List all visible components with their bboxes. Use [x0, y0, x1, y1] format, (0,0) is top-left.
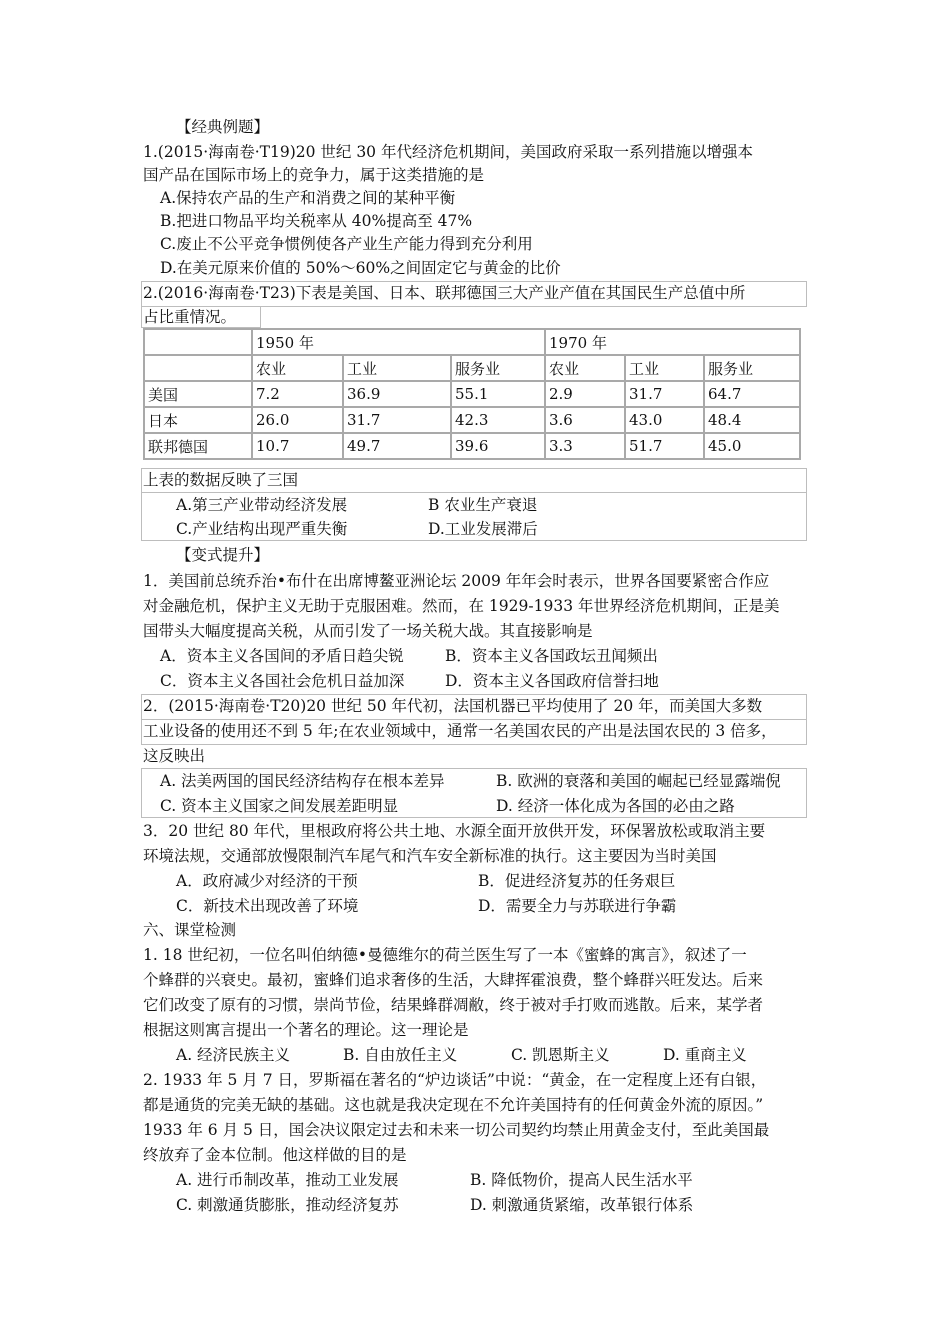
option-d: D.工业发展滞后: [428, 520, 538, 538]
table-cell: 43.0: [625, 407, 704, 433]
table-cell: 39.6: [451, 433, 545, 459]
option-b: B. 欧洲的衰落和美国的崛起已经显露端倪: [496, 772, 781, 790]
option-c: C.废止不公平竞争惯例使各产业生产能力得到充分利用: [160, 235, 533, 253]
option-c: C. 凯恩斯主义: [511, 1046, 610, 1064]
option-d: D. 经济一体化成为各国的必由之路: [496, 797, 735, 815]
question-stem: 这反映出: [143, 747, 206, 765]
column-header: 服务业: [451, 355, 545, 381]
table-cell: [144, 329, 252, 355]
column-header: 工业: [343, 355, 451, 381]
column-header: 农业: [545, 355, 625, 381]
question-stem: 3．20 世纪 80 年代，里根政府将公共土地、水源全面开放供开发，环保署放松或取消主要: [143, 822, 766, 840]
option-c: C．新技术出现改善了环境: [176, 897, 359, 915]
question-stem: 工业设备的使用还不到 5 年;在农业领域中，通常一名美国农民的产出是法国农民的 3 倍多，: [143, 722, 777, 740]
column-header: 工业: [625, 355, 704, 381]
option-d: D.在美元原来价值的 50%～60%之间固定它与黄金的比价: [160, 259, 561, 277]
option-b: B.把进口物品平均关税率从 40%提高至 47%: [160, 212, 473, 230]
table-cell: 31.7: [343, 407, 451, 433]
question-stem: 1．美国前总统乔治•布什在出席博鳌亚洲论坛 2009 年年会时表示，世界各国要紧密合作应: [143, 572, 770, 590]
table-row: [144, 355, 800, 381]
table-cell: 45.0: [704, 433, 800, 459]
table-row: [144, 407, 800, 433]
question-stem: 国带头大幅度提高关税，从而引发了一场关税大战。其直接影响是: [143, 622, 593, 640]
table-row: [144, 329, 800, 355]
option-b: B．资本主义各国政坛丑闻频出: [445, 647, 658, 665]
table-cell: 7.2: [252, 381, 343, 407]
option-a: A.第三产业带动经济发展: [176, 496, 348, 514]
question-stem: 都是通货的完美无缺的基础。这也就是我决定现在不允许美国持有的任何黄金外流的原因。”: [143, 1096, 764, 1114]
table-cell: 49.7: [343, 433, 451, 459]
option-a: A．政府减少对经济的干预: [176, 872, 358, 890]
table-cell: 51.7: [625, 433, 704, 459]
option-b: B 农业生产衰退: [428, 496, 538, 514]
question-stem: 2.(2016·海南卷·T23)下表是美国、日本、联邦德国三大产业产值在其国民生产总值中所: [143, 284, 746, 302]
table-cell: 26.0: [252, 407, 343, 433]
option-c: C．资本主义各国社会危机日益加深: [160, 672, 405, 690]
question-stem: 根据这则寓言提出一个著名的理论。这一理论是: [143, 1021, 469, 1039]
question-after-table: 上表的数据反映了三国: [143, 471, 299, 489]
column-header: 农业: [252, 355, 343, 381]
option-a: A. 进行币制改革，推动工业发展: [176, 1171, 399, 1189]
table-row: [144, 381, 800, 407]
year-header: 1970 年: [545, 329, 800, 355]
table-cell: 2.9: [545, 381, 625, 407]
question-stem: 对金融危机，保护主义无助于克服困难。然而，在 1929-1933 年世界经济危机期间，正是美: [143, 597, 780, 615]
table-cell: 31.7: [625, 381, 704, 407]
question-stem: 2. 1933 年 5 月 7 日，罗斯福在著名的“炉边谈话”中说：“黄金，在一定程度上还有白银，: [143, 1071, 767, 1089]
table-cell: 48.4: [704, 407, 800, 433]
option-a: A.保持农产品的生产和消费之间的某种平衡: [160, 189, 456, 207]
option-c: C. 资本主义国家之间发展差距明显: [160, 797, 399, 815]
option-d: D．需要全力与苏联进行争霸: [478, 897, 677, 915]
table-cell: 36.9: [343, 381, 451, 407]
section-heading-variant: 【变式提升】: [176, 546, 270, 564]
section-heading-classic: 【经典例题】: [176, 118, 270, 136]
option-d: D. 重商主义: [663, 1046, 747, 1064]
column-header: 服务业: [704, 355, 800, 381]
table-row: [144, 433, 800, 459]
option-c: C.产业结构出现严重失衡: [176, 520, 348, 538]
option-b: B. 降低物价，提高人民生活水平: [470, 1171, 693, 1189]
option-a: A. 经济民族主义: [176, 1046, 291, 1064]
question-stem: 它们改变了原有的习惯，崇尚节俭，结果蜂群凋敝，终于被对手打败而逃散。后来，某学者: [143, 996, 764, 1014]
option-b: B．促进经济复苏的任务艰巨: [478, 872, 676, 890]
question-stem: 2．(2015·海南卷·T20)20 世纪 50 年代初，法国机器已平均使用了 20 年，而美国大多数: [143, 697, 763, 715]
table-cell: 55.1: [451, 381, 545, 407]
option-c: C. 刺激通货膨胀，推动经济复苏: [176, 1196, 399, 1214]
industry-share-table: [143, 328, 801, 460]
question-stem: 1933 年 6 月 5 日，国会决议限定过去和未来一切公司契约均禁止用黄金支付，至此美国最: [143, 1121, 770, 1139]
year-header: 1950 年: [252, 329, 545, 355]
table-cell: 64.7: [704, 381, 800, 407]
row-header: 美国: [144, 381, 252, 407]
table-cell: [144, 355, 252, 381]
question-stem: 占比重情况。: [143, 308, 237, 326]
section-heading-check: 六、课堂检测: [143, 921, 237, 939]
option-b: B. 自由放任主义: [343, 1046, 458, 1064]
question-stem: 终放弃了金本位制。他这样做的目的是: [143, 1146, 407, 1164]
row-header: 日本: [144, 407, 252, 433]
question-stem: 1. 18 世纪初，一位名叫伯纳德•曼德维尔的荷兰医生写了一本《蜜蜂的寓言》，叙述了一: [143, 946, 747, 964]
option-d: D．资本主义各国政府信誉扫地: [445, 672, 659, 690]
option-d: D. 刺激通货紧缩，改革银行体系: [470, 1196, 694, 1214]
table-cell: 3.6: [545, 407, 625, 433]
option-a: A．资本主义各国间的矛盾日趋尖锐: [160, 647, 404, 665]
row-header: 联邦德国: [144, 433, 252, 459]
question-stem: 国产品在国际市场上的竞争力，属于这类措施的是: [143, 166, 485, 184]
option-a: A. 法美两国的国民经济结构存在根本差异: [160, 772, 445, 790]
question-stem: 环境法规，交通部放慢限制汽车尾气和汽车安全新标准的执行。这主要因为当时美国: [143, 847, 717, 865]
question-stem: 1.(2015·海南卷·T19)20 世纪 30 年代经济危机期间，美国政府采取一系列措施以增强本: [143, 143, 753, 161]
question-stem: 个蜂群的兴衰史。最初，蜜蜂们追求奢侈的生活，大肆挥霍浪费，整个蜂群兴旺发达。后来: [143, 971, 764, 989]
table-cell: 10.7: [252, 433, 343, 459]
table-cell: 42.3: [451, 407, 545, 433]
table-cell: 3.3: [545, 433, 625, 459]
